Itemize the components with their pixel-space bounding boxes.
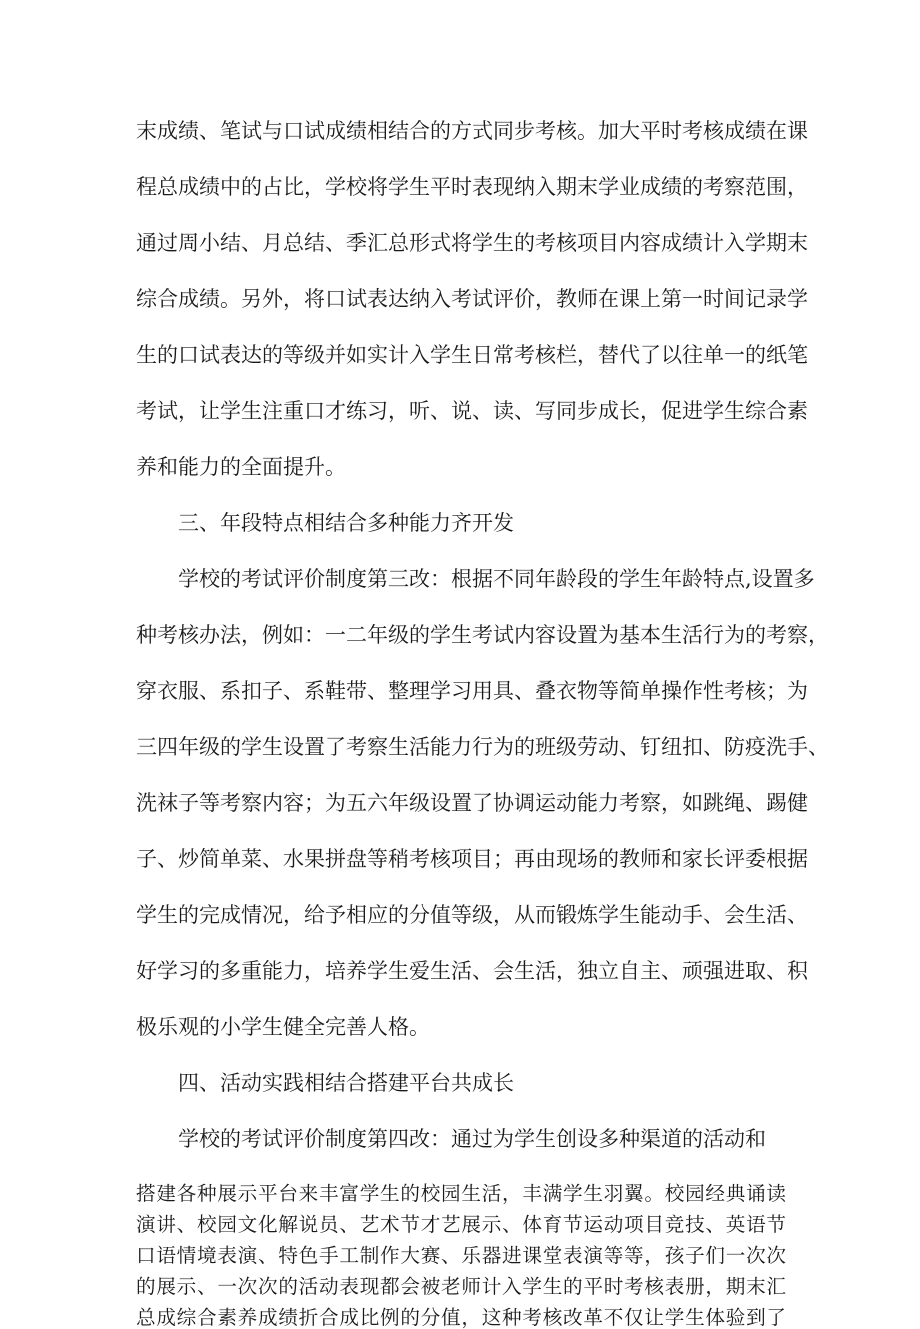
paragraph-line: 学校的考试评价制度第四改：通过为学生创设多种渠道的活动和 <box>178 1127 766 1151</box>
paragraph-line: 综合成绩。另外，将口试表达纳入考试评价，教师在课上第一时间记录学 <box>136 287 808 311</box>
paragraph-line: 生的口试表达的等级并如实计入学生日常考核栏，替代了以往单一的纸笔 <box>136 343 808 367</box>
paragraph-line: 的展示、一次次的活动表现都会被老师计入学生的平时考核表册，期末汇 <box>136 1275 786 1298</box>
paragraph-line: 末成绩、笔试与口试成绩相结合的方式同步考核。加大平时考核成绩在课 <box>136 119 808 143</box>
paragraph-line: 程总成绩中的占比，学校将学生平时表现纳入期末学业成绩的考察范围， <box>136 175 808 199</box>
paragraph-line: 总成综合素养成绩折合成比例的分值，这种考核改革不仅让学生体验到了 <box>136 1306 786 1329</box>
paragraph-line: 极乐观的小学生健全完善人格。 <box>136 1015 430 1039</box>
paragraph-line: 考试，让学生注重口才练习，听、说、读、写同步成长，促进学生综合素 <box>136 399 808 423</box>
paragraph-line: 演讲、校园文化解说员、艺术节才艺展示、体育节运动项目竞技、英语节 <box>136 1213 786 1236</box>
paragraph-line: 口语情境表演、特色手工制作大赛、乐器进课堂表演等等，孩子们一次次 <box>136 1244 786 1267</box>
paragraph-line: 学生的完成情况，给予相应的分值等级，从而锻炼学生能动手、会生活、 <box>136 903 808 927</box>
paragraph-line: 搭建各种展示平台来丰富学生的校园生活，丰满学生羽翼。校园经典诵读 <box>136 1182 786 1205</box>
paragraph-line: 穿衣服、系扣子、系鞋带、整理学习用具、叠衣物等简单操作性考核；为 <box>136 679 808 703</box>
paragraph-line: 三四年级的学生设置了考察生活能力行为的班级劳动、钉纽扣、防疫洗手、 <box>136 735 829 759</box>
section-heading-3: 三、年段特点相结合多种能力齐开发 <box>178 511 514 535</box>
paragraph-line: 通过周小结、月总结、季汇总形式将学生的考核项目内容成绩计入学期末 <box>136 231 808 255</box>
paragraph-line: 子、炒简单菜、水果拼盘等稍考核项目；再由现场的教师和家长评委根据 <box>136 847 808 871</box>
paragraph-line: 养和能力的全面提升。 <box>136 455 346 479</box>
paragraph-line: 好学习的多重能力，培养学生爱生活、会生活，独立自主、顽强进取、积 <box>136 959 808 983</box>
section-heading-4: 四、活动实践相结合搭建平台共成长 <box>178 1071 514 1095</box>
paragraph-line: 种考核办法，例如：一二年级的学生考试内容设置为基本生活行为的考察， <box>136 623 829 647</box>
paragraph-line: 学校的考试评价制度第三改：根据不同年龄段的学生年龄特点,设置多 <box>178 567 815 591</box>
paragraph-line: 洗袜子等考察内容；为五六年级设置了协调运动能力考察，如跳绳、踢健 <box>136 791 808 815</box>
